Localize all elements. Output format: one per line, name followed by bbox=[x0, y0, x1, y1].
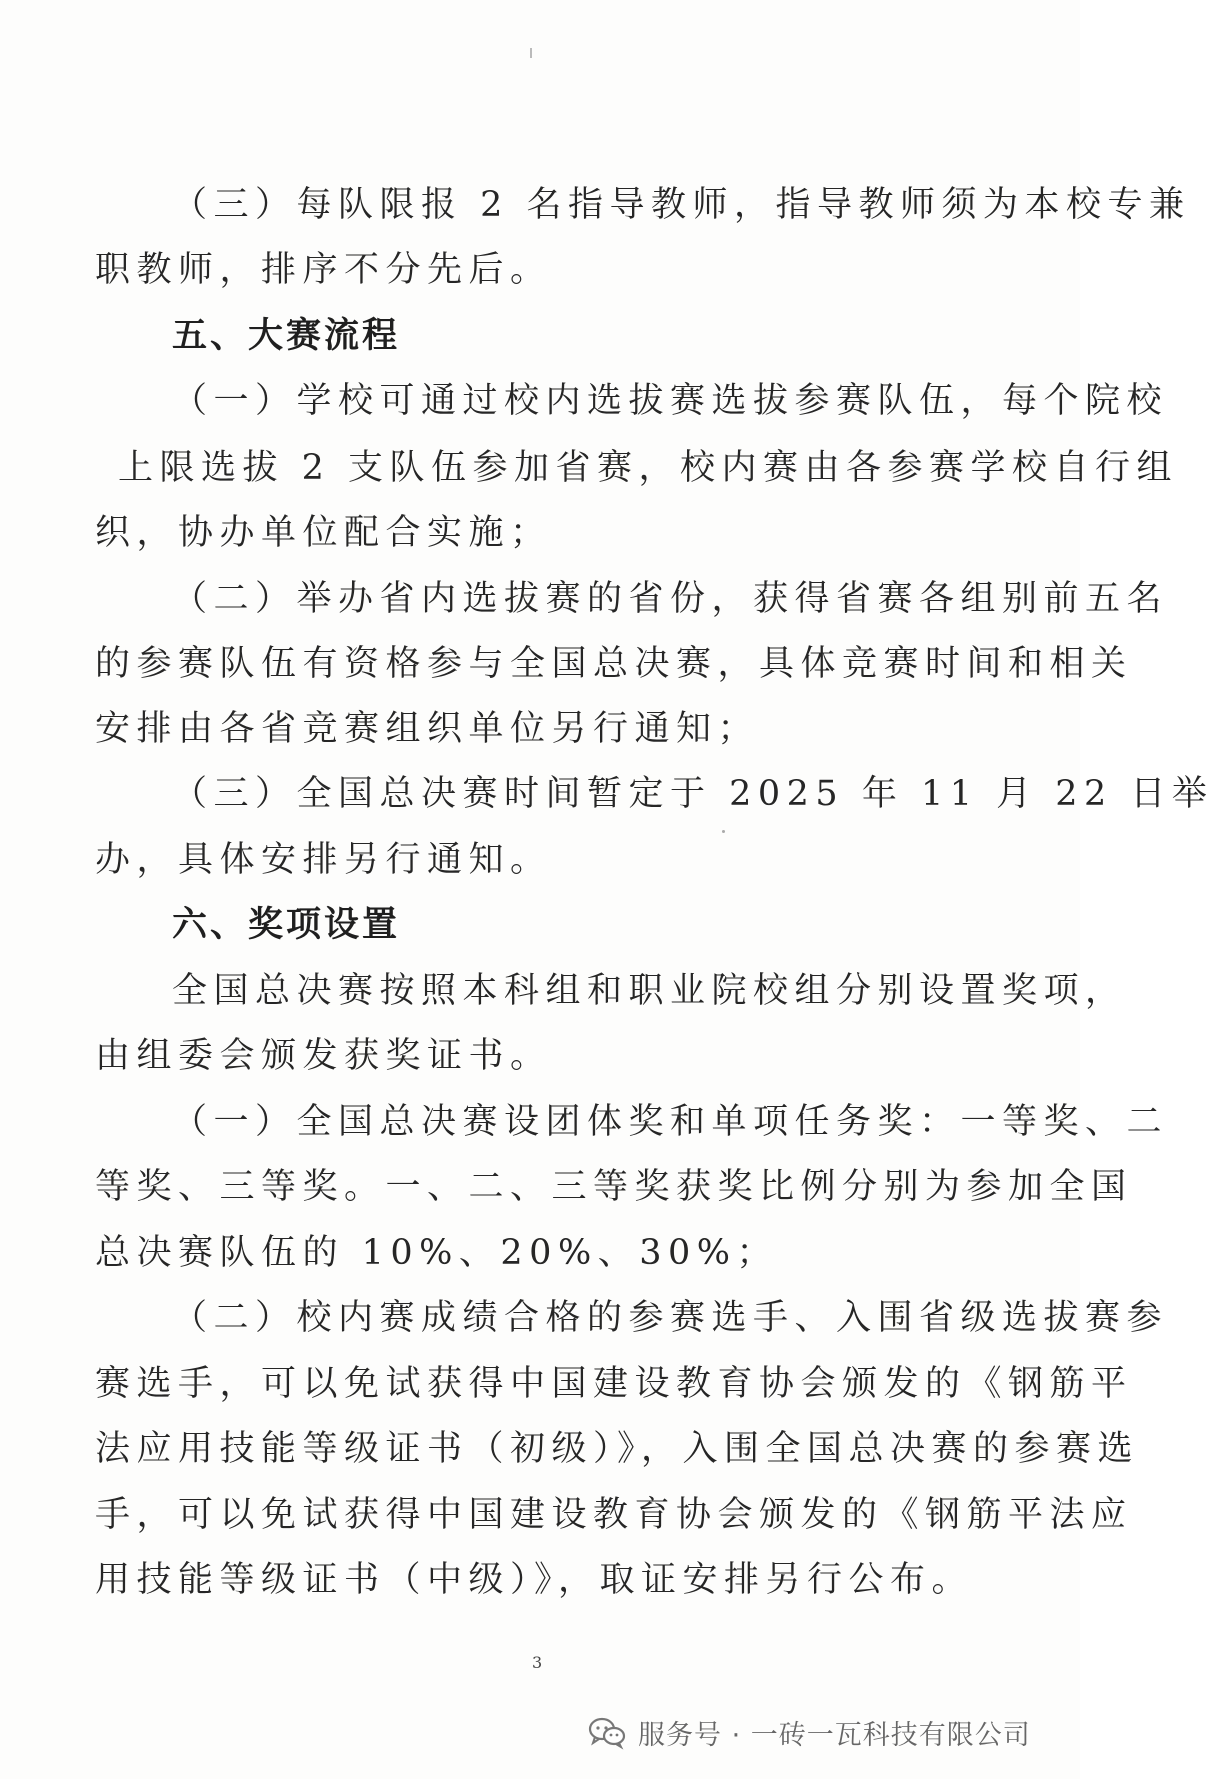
paragraph-line: 职教师，排序不分先后。 bbox=[95, 250, 552, 290]
paragraph-line: （一）全国总决赛设团体奖和单项任务奖：一等奖、二 bbox=[172, 1102, 1169, 1142]
paragraph-line: 法应用技能等级证书（初级）》，入围全国总决赛的参赛选 bbox=[95, 1429, 1140, 1469]
paragraph-line: （二）举办省内选拔赛的省份，获得省赛各组别前五名 bbox=[172, 579, 1169, 619]
watermark bbox=[588, 1712, 1031, 1752]
wechat-icon bbox=[588, 1716, 626, 1748]
paragraph-line: 全国总决赛按照本科组和职业院校组分别设置奖项， bbox=[172, 971, 1127, 1011]
paragraph-line: 手，可以免试获得中国建设教育协会颁发的《钢筋平法应 bbox=[95, 1495, 1133, 1535]
paragraph-line: 安排由各省竞赛组织单位另行通知； bbox=[95, 709, 760, 749]
section-heading: 五、大赛流程 bbox=[172, 316, 401, 356]
paragraph-line: 等奖、三等奖。一、二、三等奖获奖比例分别为参加全国 bbox=[95, 1167, 1133, 1207]
paragraph-line: （三）全国总决赛时间暂定于 2025 年 11 月 22 日举 bbox=[172, 774, 1213, 814]
watermark-text: 服务号 · 一砖一瓦科技有限公司 bbox=[638, 1719, 1031, 1751]
scan-mark bbox=[530, 48, 532, 58]
paragraph-line: 织，协办单位配合实施； bbox=[95, 513, 552, 553]
paragraph-line: 由组委会颁发获奖证书。 bbox=[95, 1036, 552, 1076]
section-heading: 六、奖项设置 bbox=[172, 905, 401, 945]
paragraph-line: （一）学校可通过校内选拔赛选拔参赛队伍，每个院校 bbox=[172, 381, 1169, 421]
paragraph-line: 办，具体安排另行通知。 bbox=[95, 840, 552, 880]
paragraph-line: （二）校内赛成绩合格的参赛选手、入围省级选拔赛参 bbox=[172, 1298, 1169, 1338]
paragraph-line: 总决赛队伍的 10%、20%、30%； bbox=[95, 1233, 779, 1273]
paragraph-line: 上限选拔 2 支队伍参加省赛，校内赛由各参赛学校自行组 bbox=[118, 448, 1179, 488]
paragraph-line: 赛选手，可以免试获得中国建设教育协会颁发的《钢筋平 bbox=[95, 1364, 1133, 1404]
paragraph-line: （三）每队限报 2 名指导教师，指导教师须为本校专兼 bbox=[172, 185, 1191, 225]
scan-speck bbox=[722, 830, 725, 833]
paragraph-line: 的参赛队伍有资格参与全国总决赛，具体竞赛时间和相关 bbox=[95, 644, 1133, 684]
page-number: 3 bbox=[532, 1653, 543, 1672]
paragraph-line: 用技能等级证书（中级）》，取证安排另行公布。 bbox=[95, 1560, 974, 1600]
